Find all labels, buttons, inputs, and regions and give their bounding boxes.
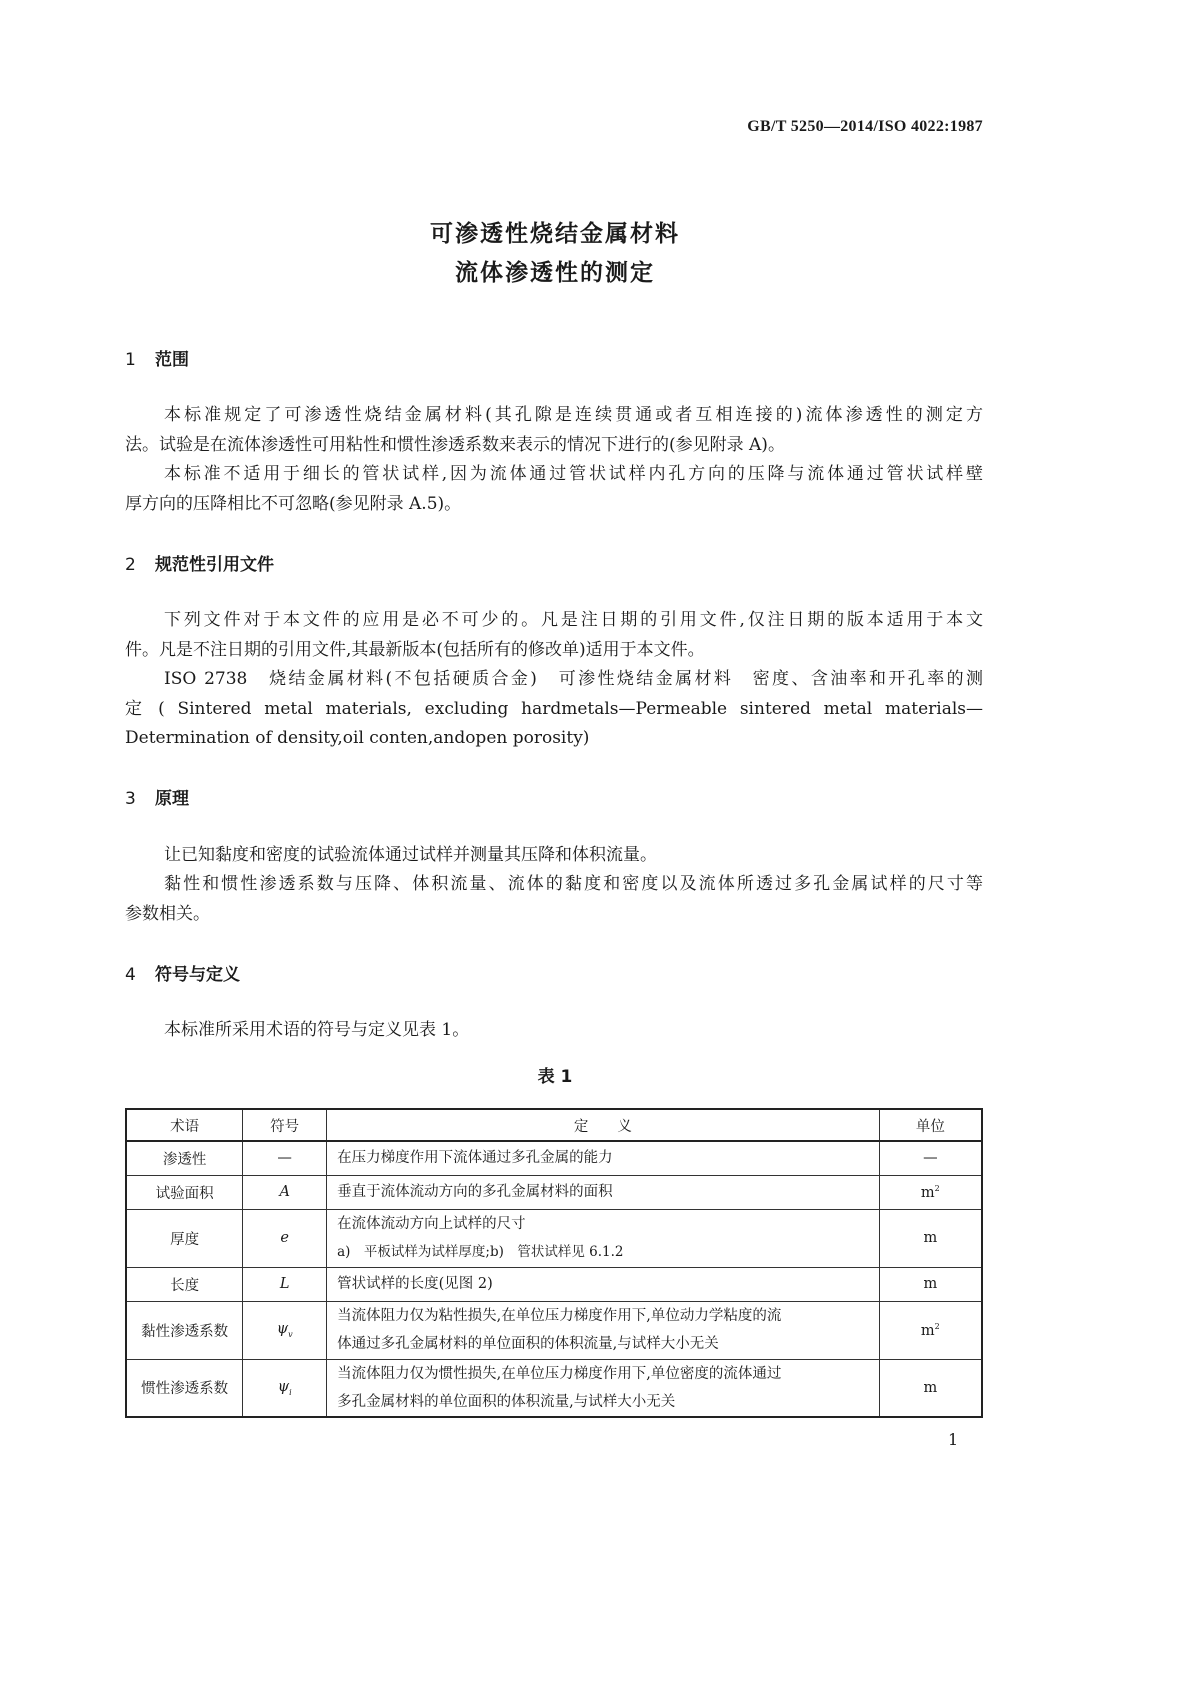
table-row: 黏性渗透系数 $\psi_v$ 当流体阻力仅为粘性损失,在单位压力梯度作用下,单位动力学粘度的流 体通过多孔金属材料的单位面积的体积流量,与试样大小无关 $m^2$ bbox=[126, 1301, 982, 1359]
text-line: 本标准所采用术语的符号与定义见表 1。 bbox=[164, 1020, 470, 1040]
text-line: 法。试验是在流体渗透性可用粘性和惯性渗透系数来表示的情况下进行的(参见附录 A)。 bbox=[125, 435, 785, 455]
table-caption: 表 1 bbox=[537, 1067, 573, 1087]
section-heading-4: 4 符号与定义 bbox=[125, 965, 240, 985]
title-line-1: 可渗透性烧结金属材料 bbox=[430, 221, 680, 247]
text-line: 黏性和惯性渗透系数与压降、体积流量、流体的黏度和密度以及流体所透过多孔金属试样的尺寸等 bbox=[164, 874, 983, 894]
table-row: 长度 L 管状试样的长度(见图 2) m bbox=[126, 1267, 982, 1301]
reference-line: ISO 2738 烧结金属材料(不包括硬质合金) 可渗性烧结金属材料 密度、含油率和开孔率的测 bbox=[164, 669, 983, 689]
table-row: 惯性渗透系数 $\psi_i$ 当流体阻力仅为惯性损失,在单位压力梯度作用下,单位密度的流体通过 多孔金属材料的单位面积的体积流量,与试样大小无关 m bbox=[126, 1359, 982, 1417]
header-term: 术语 bbox=[126, 1109, 243, 1141]
header-definition: 定 义 bbox=[327, 1109, 880, 1141]
text-line: 件。凡是不注日期的引用文件,其最新版本(包括所有的修改单)适用于本文件。 bbox=[125, 640, 705, 660]
text-line: 让已知黏度和密度的试验流体通过试样并测量其压降和体积流量。 bbox=[164, 845, 657, 865]
table-header-row bbox=[126, 1109, 982, 1141]
symbols-table bbox=[125, 1108, 983, 1418]
text-line: 厚方向的压降相比不可忽略(参见附录 A.5)。 bbox=[125, 494, 462, 514]
text-line: 本标准规定了可渗透性烧结金属材料(其孔隙是连续贯通或者互相连接的)流体渗透性的测定方 bbox=[164, 405, 983, 425]
reference-line: Determination of density,oil conten,andopen porosity) bbox=[125, 728, 590, 748]
table-row: 厚度 e 在流体流动方向上试样的尺寸 a) 平板试样为试样厚度;b) 管状试样见 6.1.2 m bbox=[126, 1209, 982, 1267]
table-row: 试验面积 A 垂直于流体流动方向的多孔金属材料的面积 $m^2$ bbox=[126, 1175, 982, 1209]
title-line-2: 流体渗透性的测定 bbox=[455, 260, 655, 286]
reference-line: 定 ( Sintered metal materials, excluding hardmetals—Permeable sintered metal materials— bbox=[125, 699, 983, 719]
section-heading-1: 1 范围 bbox=[125, 350, 189, 370]
standard-code: GB/T 5250—2014/ISO 4022:1987 bbox=[747, 118, 983, 135]
header-unit: 单位 bbox=[879, 1109, 982, 1141]
text-line: 参数相关。 bbox=[125, 904, 210, 924]
text-line: 本标准不适用于细长的管状试样,因为流体通过管状试样内孔方向的压降与流体通过管状试样壁 bbox=[164, 464, 983, 484]
section-heading-3: 3 原理 bbox=[125, 789, 189, 809]
section-heading-2: 2 规范性引用文件 bbox=[125, 555, 274, 575]
table-row: 渗透性 — 在压力梯度作用下流体通过多孔金属的能力 — bbox=[126, 1141, 982, 1175]
page-number: 1 bbox=[948, 1430, 959, 1449]
header-symbol: 符号 bbox=[243, 1109, 327, 1141]
text-line: 下列文件对于本文件的应用是必不可少的。凡是注日期的引用文件,仅注日期的版本适用于本文 bbox=[164, 610, 983, 630]
